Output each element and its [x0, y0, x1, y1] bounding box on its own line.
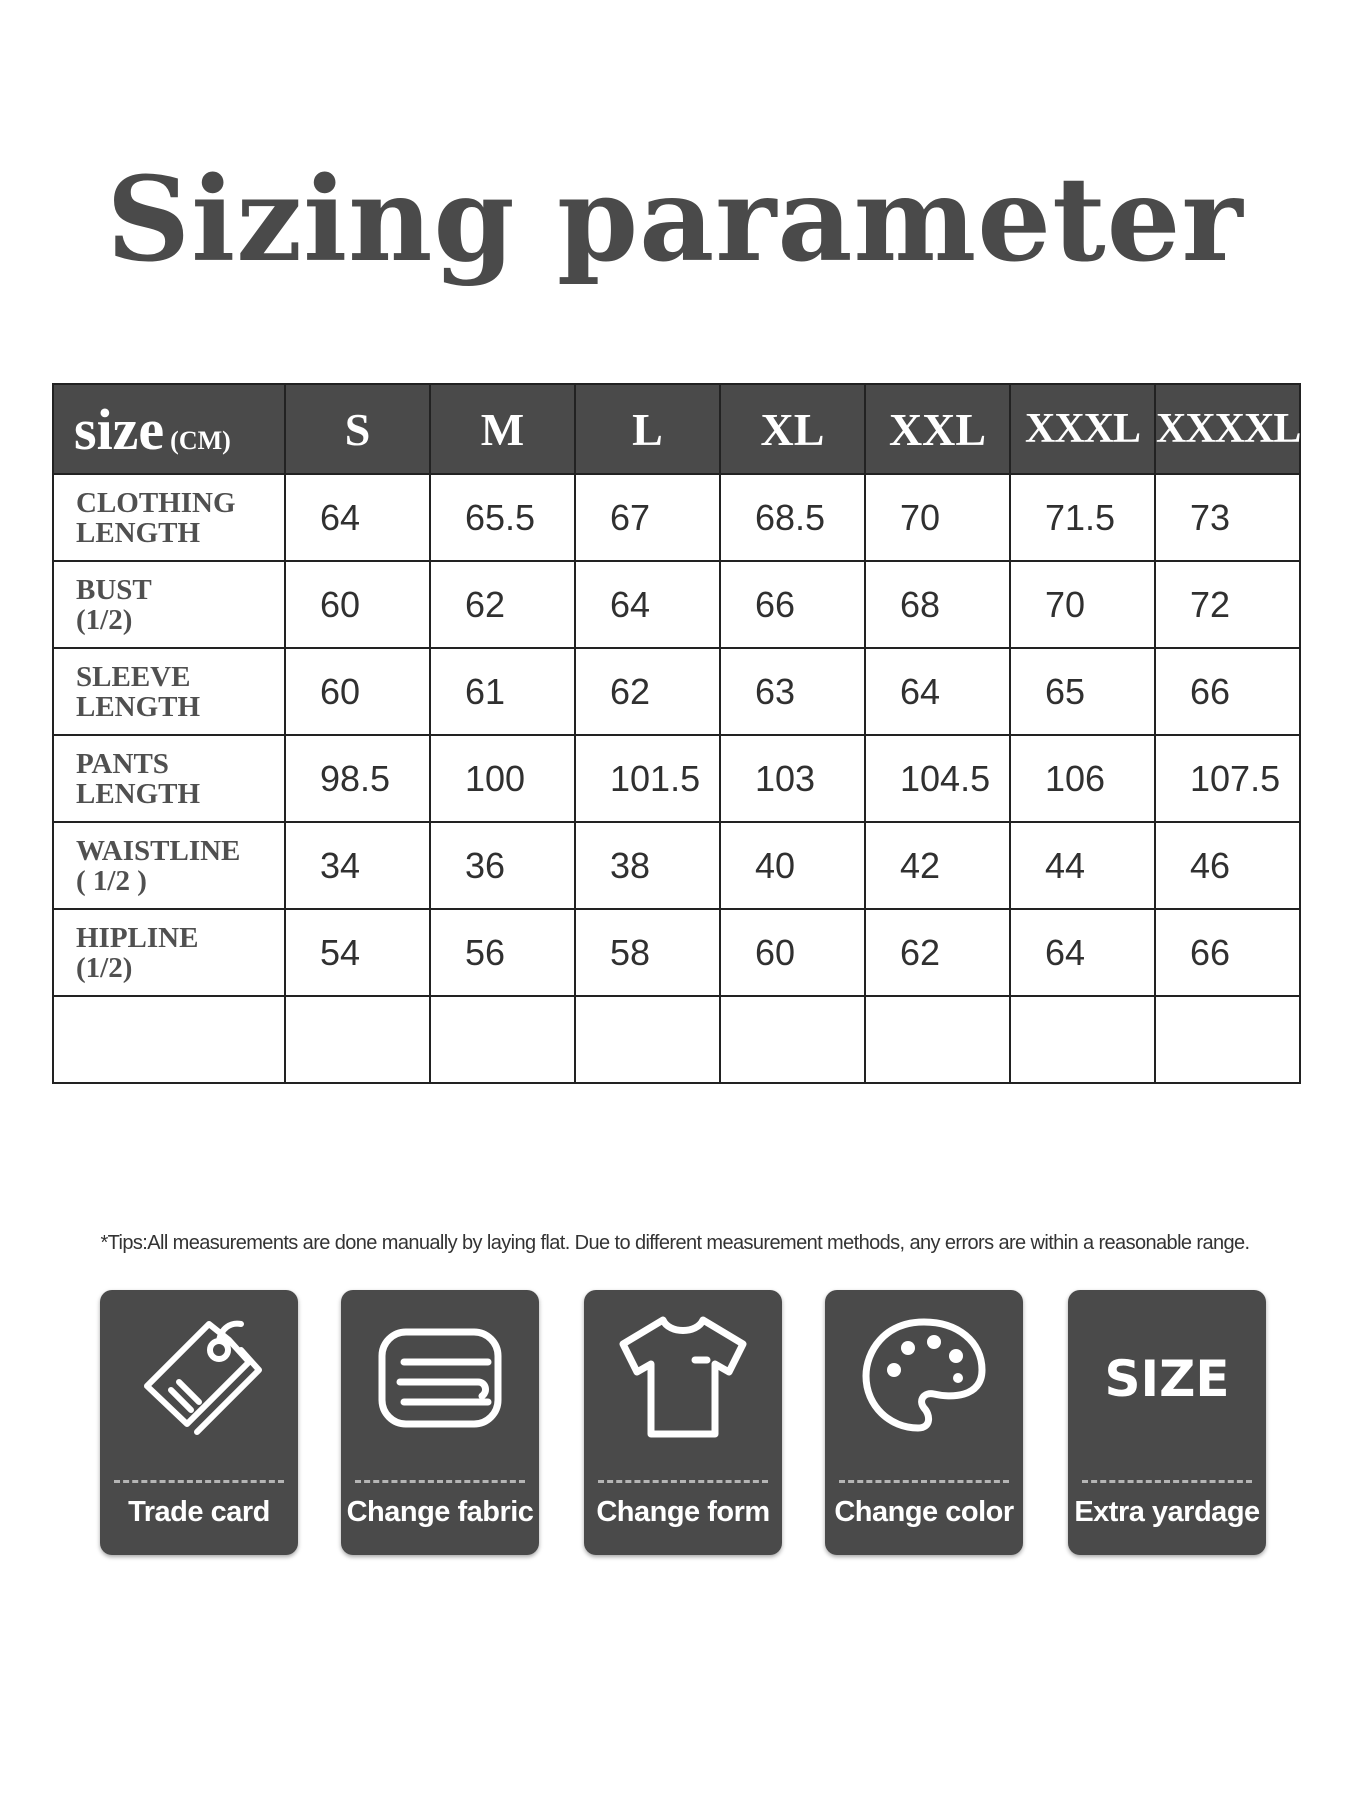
size-header-label: size	[74, 396, 165, 462]
card-divider	[839, 1480, 1009, 1483]
table-cell: 107.5	[1155, 735, 1300, 822]
table-cell: 64	[1010, 909, 1155, 996]
table-cell: 103	[720, 735, 865, 822]
table-cell: 61	[430, 648, 575, 735]
empty-cell	[53, 996, 285, 1083]
table-cell: 46	[1155, 822, 1300, 909]
size-column-header: L	[575, 384, 720, 474]
empty-cell	[865, 996, 1010, 1083]
table-cell: 56	[430, 909, 575, 996]
service-card-trade-card	[100, 1290, 298, 1555]
table-row	[53, 909, 1300, 996]
service-card-change-color	[825, 1290, 1023, 1555]
row-label: HIPLINE (1/2)	[53, 909, 285, 996]
empty-cell	[1010, 996, 1155, 1083]
empty-cell	[720, 996, 865, 1083]
measurement-tips: *Tips:All measurements are done manually by laying flat. Due to different measurement methods, any errors are within a reasonable range.	[100, 1232, 1250, 1254]
table-cell: 62	[430, 561, 575, 648]
table-cell: 63	[720, 648, 865, 735]
service-card-label: Extra yardage	[1074, 1496, 1260, 1528]
table-cell: 66	[720, 561, 865, 648]
table-cell: 64	[285, 474, 430, 561]
size-column-header: S	[285, 384, 430, 474]
table-cell: 101.5	[575, 735, 720, 822]
table-cell: 34	[285, 822, 430, 909]
fabric-stack-icon	[370, 1310, 510, 1440]
table-cell: 62	[865, 909, 1010, 996]
table-cell: 70	[865, 474, 1010, 561]
table-cell: 38	[575, 822, 720, 909]
size-icon: SIZE	[1104, 1350, 1230, 1408]
table-cell: 71.5	[1010, 474, 1155, 561]
table-cell: 66	[1155, 648, 1300, 735]
table-cell: 40	[720, 822, 865, 909]
table-cell: 42	[865, 822, 1010, 909]
service-card-change-fabric	[341, 1290, 539, 1555]
size-column-header: XL	[720, 384, 865, 474]
service-card-label: Change form	[596, 1496, 770, 1528]
price-tag-icon	[129, 1310, 269, 1440]
row-label: PANTS LENGTH	[53, 735, 285, 822]
empty-cell	[430, 996, 575, 1083]
empty-cell	[285, 996, 430, 1083]
table-cell: 44	[1010, 822, 1155, 909]
size-column-header: M	[430, 384, 575, 474]
table-cell: 65.5	[430, 474, 575, 561]
table-cell: 67	[575, 474, 720, 561]
table-cell: 106	[1010, 735, 1155, 822]
empty-cell	[1155, 996, 1300, 1083]
table-cell: 66	[1155, 909, 1300, 996]
table-cell: 64	[865, 648, 1010, 735]
table-cell: 64	[575, 561, 720, 648]
unit-label: (CM)	[170, 425, 231, 455]
service-card-change-form	[584, 1290, 782, 1555]
card-divider	[355, 1480, 525, 1483]
table-header-row	[53, 384, 1300, 474]
card-divider	[1082, 1480, 1252, 1483]
table-cell: 104.5	[865, 735, 1010, 822]
table-row	[53, 648, 1300, 735]
size-column-header: XXXXL	[1155, 384, 1300, 474]
row-label: WAISTLINE ( 1/2 )	[53, 822, 285, 909]
table-cell: 73	[1155, 474, 1300, 561]
table-cell: 68.5	[720, 474, 865, 561]
service-card-extra-yardage	[1068, 1290, 1266, 1555]
table-cell: 72	[1155, 561, 1300, 648]
row-label: BUST (1/2)	[53, 561, 285, 648]
table-cell: 54	[285, 909, 430, 996]
service-card-label: Change fabric	[346, 1496, 534, 1528]
row-label: CLOTHING LENGTH	[53, 474, 285, 561]
table-cell: 65	[1010, 648, 1155, 735]
size-chart-table	[52, 383, 1301, 1084]
table-row	[53, 735, 1300, 822]
table-cell: 98.5	[285, 735, 430, 822]
size-column-header: XXXL	[1010, 384, 1155, 474]
table-cell: 60	[285, 561, 430, 648]
empty-table-row	[53, 996, 1300, 1083]
page-title: Sizing parameter	[106, 152, 1244, 288]
table-cell: 62	[575, 648, 720, 735]
service-cards	[0, 1290, 1350, 1555]
service-card-label: Trade card	[128, 1496, 270, 1528]
t-shirt-icon	[613, 1310, 753, 1440]
card-divider	[598, 1480, 768, 1483]
service-card-label: Change color	[834, 1496, 1014, 1528]
table-cell: 70	[1010, 561, 1155, 648]
card-divider	[114, 1480, 284, 1483]
palette-icon	[854, 1310, 994, 1440]
table-row	[53, 822, 1300, 909]
size-column-header: XXL	[865, 384, 1010, 474]
table-cell: 58	[575, 909, 720, 996]
table-cell: 60	[285, 648, 430, 735]
size-header-cell	[53, 384, 285, 474]
empty-cell	[575, 996, 720, 1083]
table-row	[53, 474, 1300, 561]
table-cell: 60	[720, 909, 865, 996]
table-cell: 100	[430, 735, 575, 822]
table-row	[53, 561, 1300, 648]
table-cell: 68	[865, 561, 1010, 648]
row-label: SLEEVE LENGTH	[53, 648, 285, 735]
table-cell: 36	[430, 822, 575, 909]
